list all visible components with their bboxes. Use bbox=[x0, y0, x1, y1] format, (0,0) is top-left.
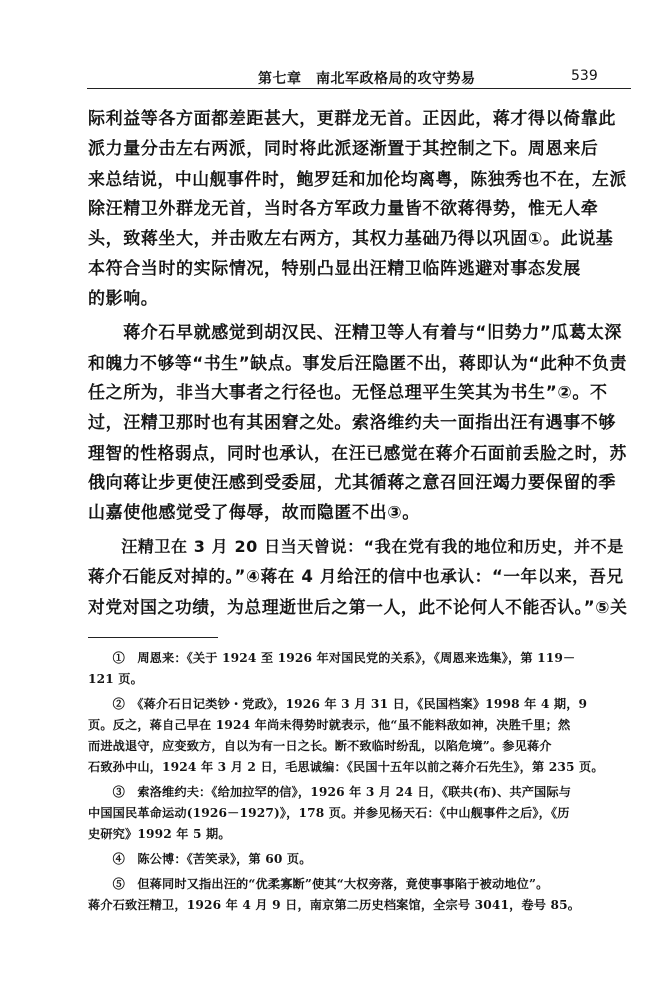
running-head bbox=[0, 66, 652, 94]
body-line: 头，致蒋坐大，并击败左右两方，其权力基础乃得以巩固①。此说基 bbox=[88, 229, 614, 249]
body-line: 来总结说，中山舰事件时，鲍罗廷和加伦均离粤，陈独秀也不在，左派 bbox=[88, 169, 627, 189]
footnote-line: ① 周恩来：《关于 1924 至 1926 年对国民党的关系》，《周恩来选集》，第 119－ bbox=[88, 651, 576, 665]
footnote-rule bbox=[88, 637, 218, 638]
body-line: 蒋介石能反对掉的。”④蒋在 4 月给汪的信中也承认：“一年以来，吾兄 bbox=[88, 567, 624, 586]
body-line: 山嘉使他感觉受了侮辱，故而隐匿不出③。 bbox=[88, 503, 420, 523]
footnote-line: 石致孙中山，1924 年 3 月 2 日，毛思诚编：《民国十五年以前之蒋介石先生》，第 235 页。 bbox=[88, 760, 604, 774]
chapter-title: 第七章 南北军政格局的攻守势易 bbox=[258, 71, 476, 87]
body-line: 任之所为，非当大事者之行径也。无怪总理平生笑其为书生”②。不 bbox=[88, 383, 608, 403]
footnote-line: ⑤ 但蒋同时又指出汪的“优柔寡断”使其“大权旁落，竟使事事陷于被动地位”。 bbox=[88, 877, 549, 891]
body-line: 蒋介石早就感觉到胡汉民、汪精卫等人有着与“旧势力”瓜葛太深 bbox=[88, 323, 622, 343]
body-line: 汪精卫在 3 月 20 日当天曾说：“我在党有我的地位和历史，并不是 bbox=[88, 537, 624, 556]
footnote-line: 中国国民革命运动(1926－1927)》，178 页。并参见杨天石：《中山舰事件之后》，《历 bbox=[88, 806, 570, 820]
page-number: 539 bbox=[571, 68, 598, 84]
body-line: 除汪精卫外群龙无首，当时各方军政力量皆不欲蒋得势，惟无人牵 bbox=[88, 199, 599, 219]
body-line: 理智的性格弱点，同时也承认，在汪已感觉在蒋介石面前丢脸之时，苏 bbox=[88, 443, 627, 463]
body-line: 过，汪精卫那时也有其困窘之处。索洛维约夫一面指出汪有遇事不够 bbox=[88, 413, 616, 433]
footnote-line: 页。反之，蒋自己早在 1924 年尚未得势时就表示，他“虽不能料敌如神，决胜千里；然 bbox=[88, 718, 571, 732]
footnote-line: 史研究》1992 年 5 期。 bbox=[88, 827, 231, 841]
footnote-line: 蒋介石致汪精卫，1926 年 4 月 9 日，南京第二历史档案馆，全宗号 3041，卷号 85。 bbox=[88, 898, 581, 912]
body-line: 俄向蒋让步更使汪感到受委屈，尤其循蒋之意召回汪竭力要保留的季 bbox=[88, 473, 616, 493]
body-line: 对党对国之功绩，为总理逝世后之第一人，此不论何人不能否认。”⑤关 bbox=[88, 597, 628, 617]
footnote-line: ② 《蒋介石日记类钞・党政》，1926 年 3 月 31 日，《民国档案》1998 年 4 期，9 bbox=[88, 697, 588, 711]
footnote-line: ③ 索洛维约夫：《给加拉罕的信》，1926 年 3 月 24 日，《联共(布)、共产国际与 bbox=[88, 785, 572, 799]
footnote-line: ④ 陈公博：《苦笑录》，第 60 页。 bbox=[88, 852, 312, 866]
body-line: 的影响。 bbox=[88, 289, 159, 309]
footnote-line: 121 页。 bbox=[88, 672, 143, 686]
header-rule bbox=[87, 88, 631, 89]
body-line: 际利益等各方面都差距甚大，更群龙无首。正因此，蒋才得以倚靠此 bbox=[88, 109, 616, 129]
body-line: 和魄力不够等“书生”缺点。事发后汪隐匿不出，蒋即认为“此种不负责 bbox=[88, 353, 627, 373]
body-line: 派力量分击左右两派，同时将此派逐渐置于其控制之下。周恩来后 bbox=[88, 139, 599, 159]
footnote-line: 而进战退守，应变致方，自以为有一日之长。断不致临时纷乱，以陷危境”。参见蒋介 bbox=[88, 739, 552, 753]
body-line: 本符合当时的实际情况，特别凸显出汪精卫临阵逃避对事态发展 bbox=[88, 259, 581, 279]
